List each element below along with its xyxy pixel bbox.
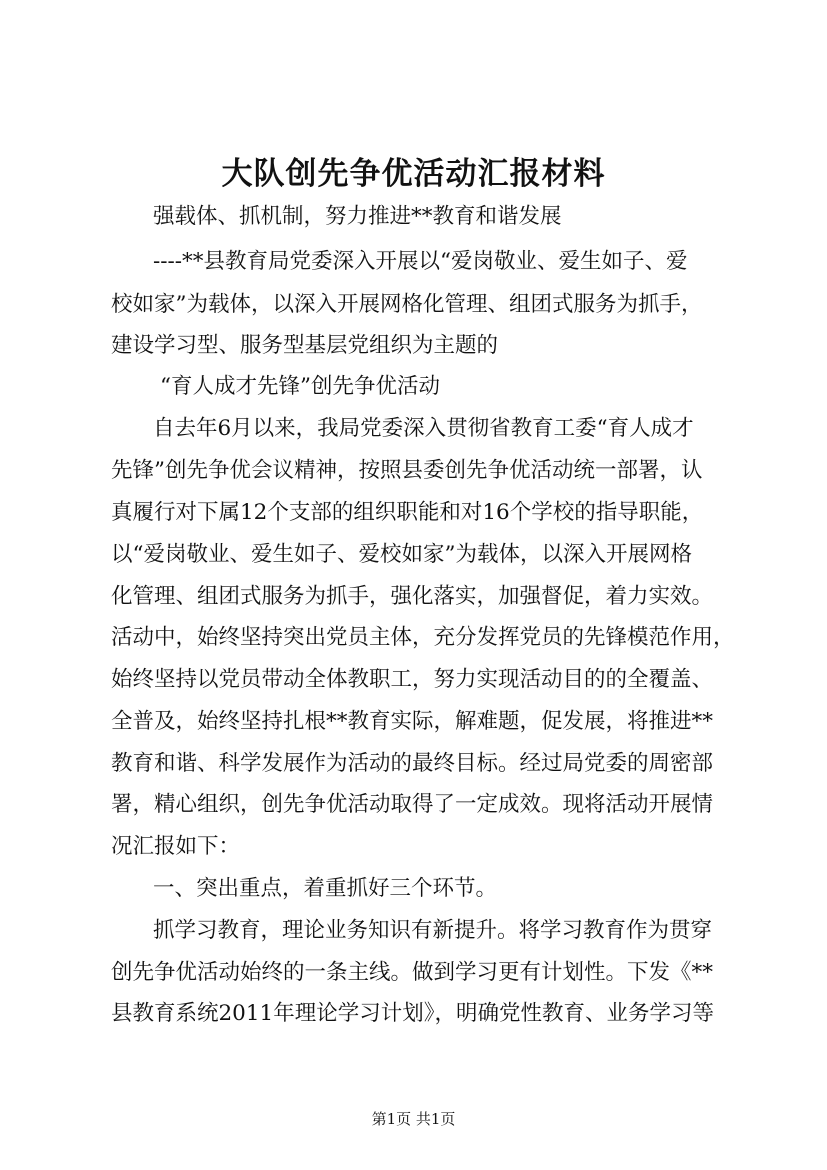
subtitle-line: 强载体、抓机制，努力推进**教育和谐发展 xyxy=(153,204,562,229)
body-line: 始终坚持以党员带动全体教职工，努力实现活动目的的全覆盖、 xyxy=(111,667,714,692)
body-line: 以“爱岗敬业、爱生如子、爱校如家”为载体，以深入开展网格 xyxy=(111,542,692,567)
body-line: 先锋”创先争优会议精神，按照县委创先争优活动统一部署，认 xyxy=(111,458,703,483)
section-heading: “育人成才先锋”创先争优活动 xyxy=(160,374,440,399)
page-footer: 第1页 共1页 xyxy=(371,1110,456,1128)
body-line: 建设学习型、服务型基层党组织为主题的 xyxy=(111,333,499,358)
body-line: 化管理、组团式服务为抓手，强化落实，加强督促，着力实效。 xyxy=(111,584,714,609)
body-line: 署，精心组织，创先争优活动取得了一定成效。现将活动开展情 xyxy=(111,792,714,817)
body-line: 教育和谐、科学发展作为活动的最终目标。经过局党委的周密部 xyxy=(111,751,714,776)
body-line: 县教育系统2011年理论学习计划》，明确党性教育、业务学习等 xyxy=(111,1001,714,1026)
body-line: ----**县教育局党委深入开展以“爱岗敬业、爱生如子、爱 xyxy=(153,249,688,274)
body-line: 校如家”为载体，以深入开展网格化管理、组团式服务为抓手， xyxy=(111,292,703,317)
body-line: 真履行对下属12个支部的组织职能和对16个学校的指导职能， xyxy=(111,500,704,525)
section-heading: 一、突出重点，着重抓好三个环节。 xyxy=(153,876,498,901)
document-title: 大队创先争优活动汇报材料 xyxy=(221,156,606,192)
body-line: 活动中，始终坚持突出党员主体，充分发挥党员的先锋模范作用， xyxy=(111,625,735,650)
body-line: 自去年6月以来，我局党委深入贯彻省教育工委“育人成才 xyxy=(153,416,694,441)
body-line: 抓学习教育，理论业务知识有新提升。将学习教育作为贯穿 xyxy=(153,918,713,943)
body-line: 创先争优活动始终的一条主线。做到学习更有计划性。下发《** xyxy=(111,960,714,985)
body-line: 况汇报如下： xyxy=(111,834,241,859)
body-line: 全普及，始终坚持扎根**教育实际，解难题，促发展，将推进** xyxy=(111,709,714,734)
